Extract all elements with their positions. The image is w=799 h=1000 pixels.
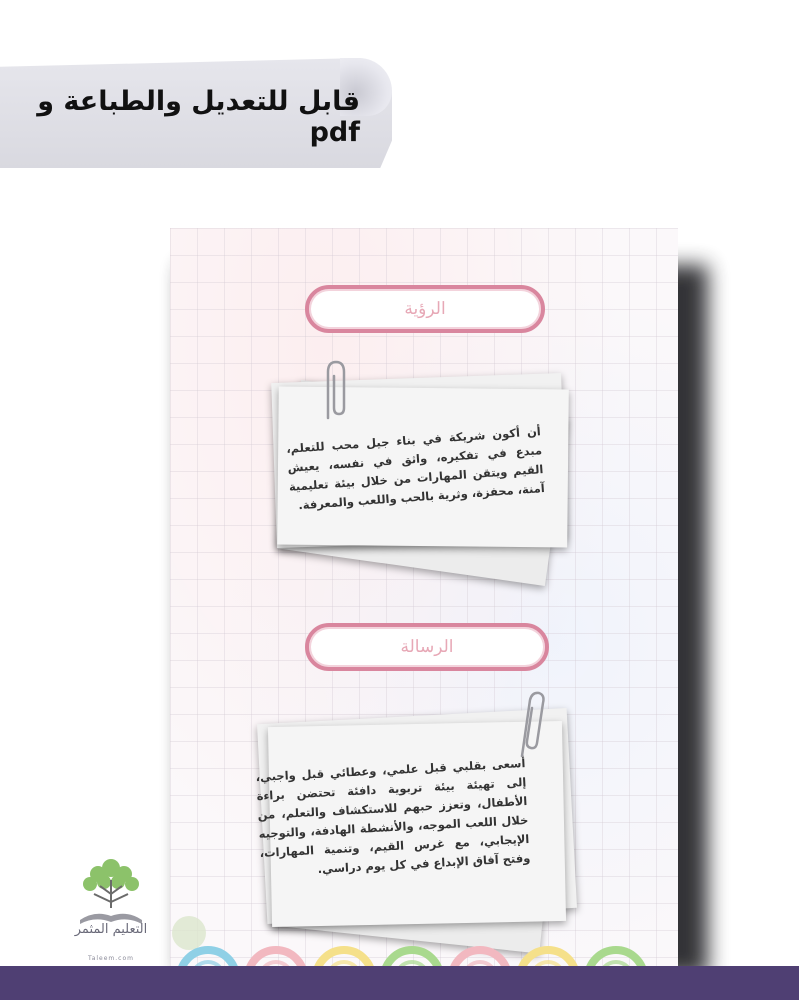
paperclip-icon	[508, 688, 548, 763]
logo-name: التعليم المثمر	[74, 922, 148, 937]
mission-heading: الرسالة	[305, 623, 549, 671]
vision-text: أن أكون شريكة في بناء جيل محب للتعلم، مبدع في تفكيره، واثق في نفسه، يعيش القيم ويتقن المهارات من خلال بيئة تعليمية آمنة، محفزة، وثرية بالحب واللعب والمعرفة.	[285, 424, 546, 513]
vision-heading: الرؤية	[305, 285, 545, 333]
bottom-bar	[0, 966, 799, 1000]
tree-book-icon	[70, 850, 152, 965]
printable-sheet	[170, 228, 678, 976]
mission-text: أسعى بقلبي قبل علمي، وعطائي قبل واجبي، إلى تهيئة بيئة تربوية دافئة تحتضن براءة الأطفال، وتعزز حبهم للاستكشاف والتعلم، من خلال اللعب الموجه، والأنشطة الهادفة، والتوجيه الإيجابي، مع غرس القيم، وتنمية المهارات، وفتح آفاق الإبداع في كل يوم دراسي.	[255, 756, 531, 877]
logo-url: Taleem.com	[88, 955, 134, 962]
paperclip-icon	[316, 358, 356, 428]
banner-title: قابل للتعديل والطباعة و pdf	[37, 86, 360, 148]
